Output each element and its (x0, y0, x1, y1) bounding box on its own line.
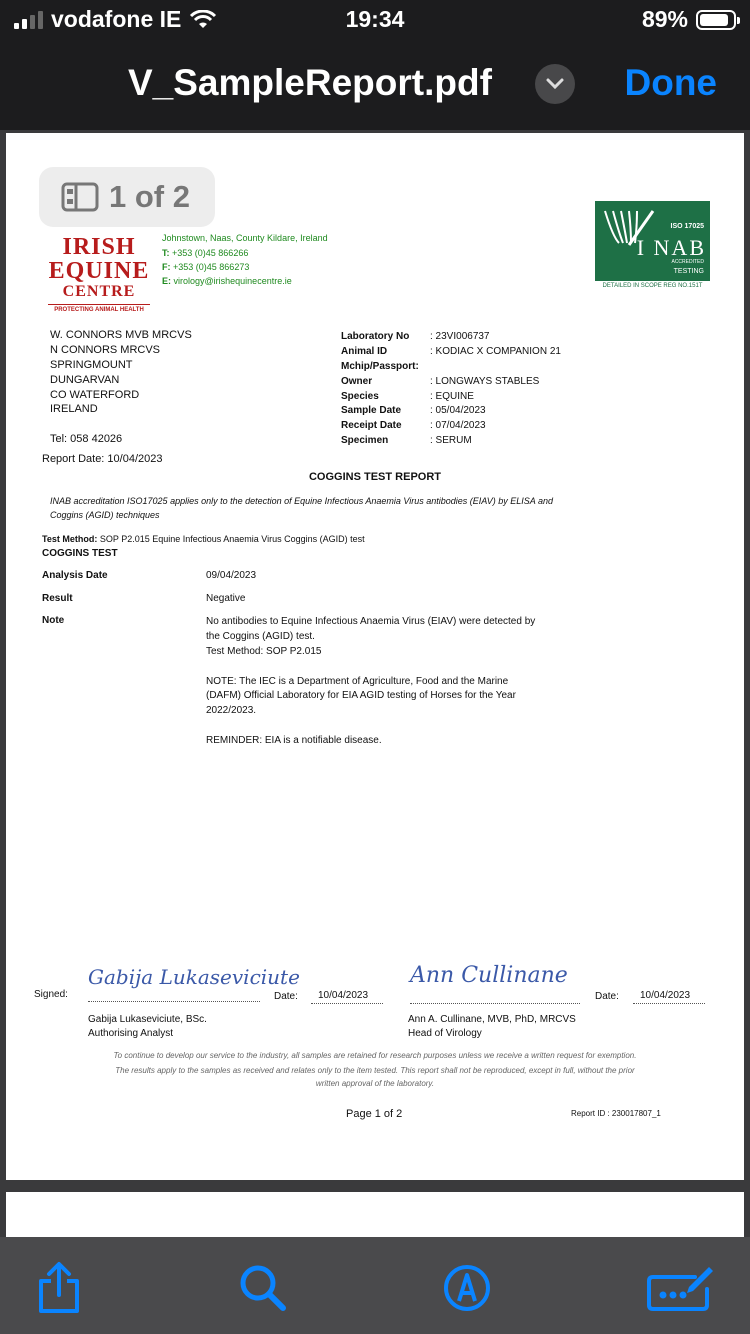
notice-line: NOTE: The IEC is a Department of Agriculture, Food and the Marine (206, 676, 509, 687)
pdf-page (6, 133, 744, 1180)
info-value: : 07/04/2023 (430, 420, 486, 431)
recipient-line: IRELAND (50, 403, 98, 415)
section-title: COGGINS TEST (42, 548, 118, 559)
date-label: Date: (595, 991, 619, 1002)
share-icon[interactable] (32, 1261, 86, 1315)
markup-icon[interactable] (440, 1261, 494, 1315)
top-bar (0, 0, 750, 130)
lab-fax: F: +353 (0)45 866273 (162, 262, 250, 272)
signed-label: Signed: (34, 989, 68, 1000)
recipient-line: CO WATERFORD (50, 389, 140, 401)
notice-line: 2022/2023. (206, 705, 257, 716)
info-value: : 05/04/2023 (430, 405, 486, 416)
info-label: Mchip/Passport: (341, 361, 419, 372)
info-label: Animal ID (341, 346, 388, 357)
info-label: Species (341, 391, 379, 402)
info-value: : 23VI006737 (430, 331, 490, 342)
battery-icon (696, 10, 736, 30)
report-date: Report Date: 10/04/2023 (42, 453, 163, 465)
done-button[interactable]: Done (624, 62, 717, 103)
signatory-role: Head of Virology (408, 1028, 482, 1039)
analysis-date-value: 09/04/2023 (206, 570, 257, 581)
lab-address: Johnstown, Naas, County Kildare, Ireland (162, 233, 328, 243)
sidebar-icon (61, 182, 99, 212)
info-value: : SERUM (430, 435, 472, 446)
page-indicator-label: 1 of 2 (109, 179, 190, 214)
battery-status (642, 6, 736, 33)
date-label: Date: (274, 991, 298, 1002)
date-line (311, 1003, 383, 1004)
recipient-line: SPRINGMOUNT (50, 359, 133, 371)
document-bar (0, 50, 750, 120)
note-line: No antibodies to Equine Infectious Anaemia Virus (EIAV) were detected by (206, 616, 536, 627)
report-title: COGGINS TEST REPORT (308, 471, 441, 483)
chevron-down-icon[interactable] (535, 64, 575, 104)
info-label: Receipt Date (341, 420, 402, 431)
info-label: Laboratory No (341, 331, 410, 342)
notice-line: (DAFM) Official Laboratory for EIA AGID testing of Horses for the Year (206, 690, 516, 701)
note-label: Note (42, 615, 65, 626)
page-indicator[interactable] (39, 167, 215, 227)
disclaimer-line: written approval of the laboratory. (315, 1079, 435, 1088)
info-value: : EQUINE (430, 391, 474, 402)
info-label: Sample Date (341, 405, 402, 416)
signature-line (88, 1001, 260, 1002)
signatory-name: Gabija Lukaseviciute, BSc. (88, 1014, 207, 1025)
test-method: Test Method: SOP P2.015 Equine Infectious Anaemia Virus Coggins (AGID) test (42, 534, 365, 544)
result-value: Negative (206, 593, 246, 604)
info-label: Owner (341, 376, 373, 387)
analysis-date-label: Analysis Date (42, 570, 108, 581)
recipient-line: N CONNORS MRCVS (50, 344, 161, 356)
signature-left: Gabija Lukaseviciute (88, 965, 300, 989)
carrier-name: vodafone IE (51, 6, 182, 32)
disclaimer-line: To continue to develop our service to the industry, all samples are retained for research purposes unless we receive a written request for exemption. (113, 1051, 637, 1060)
recipient-tel: Tel: 058 42026 (50, 433, 123, 445)
recipient-line: DUNGARVAN (50, 374, 120, 386)
search-icon[interactable] (236, 1261, 290, 1315)
result-label: Result (42, 593, 73, 604)
inab-accreditation-logo: ISO 17025 I NAB ACCREDITED TESTING DETAILED IN SCOPE REG NO.151T (595, 201, 710, 291)
bottom-toolbar (0, 1237, 750, 1334)
signature-date: 10/04/2023 (318, 990, 369, 1001)
signatory-role: Authorising Analyst (88, 1028, 174, 1039)
status-bar (0, 0, 750, 40)
document-title[interactable]: V_SampleReport.pdf (128, 62, 492, 103)
form-fill-icon[interactable] (644, 1261, 716, 1315)
inab-note: Coggins (AGID) techniques (50, 510, 160, 520)
signature-right: Ann Cullinane (410, 963, 568, 988)
battery-percent: 89% (641, 6, 688, 32)
clock: 19:34 (345, 6, 405, 32)
info-label: Specimen (341, 435, 389, 446)
signature-line (410, 1003, 580, 1004)
lab-phone: T: +353 (0)45 866266 (162, 248, 249, 258)
info-value: : LONGWAYS STABLES (430, 376, 540, 387)
page-number: Page 1 of 2 (346, 1108, 403, 1120)
inab-note: INAB accreditation ISO17025 applies only to the detection of Equine Infectious Anaemia Virus antibodies (EIAV) by ELISA and (50, 496, 553, 506)
report-id: Report ID : 230017807_1 (571, 1109, 661, 1118)
note-line: the Coggins (AGID) test. (206, 631, 315, 642)
disclaimer-line: The results apply to the samples as received and relates only to the item tested. This report shall not be reproduced, except in full, without the prior (115, 1066, 635, 1075)
note-line: Test Method: SOP P2.015 (206, 646, 322, 657)
pdf-page-2 (6, 1192, 744, 1242)
info-value: : KODIAC X COMPANION 21 (430, 346, 561, 357)
reminder: REMINDER: EIA is a notifiable disease. (206, 735, 382, 746)
lab-email[interactable]: E: virology@irishequinecentre.ie (162, 276, 292, 286)
date-line (633, 1003, 705, 1004)
recipient-line: W. CONNORS MVB MRCVS (50, 329, 192, 341)
signatory-name: Ann A. Cullinane, MVB, PhD, MRCVS (408, 1014, 576, 1025)
irish-equine-centre-logo: IRISH EQUINE CENTRE PROTECTING ANIMAL HEALTH (48, 234, 150, 313)
signature-date: 10/04/2023 (640, 990, 691, 1001)
